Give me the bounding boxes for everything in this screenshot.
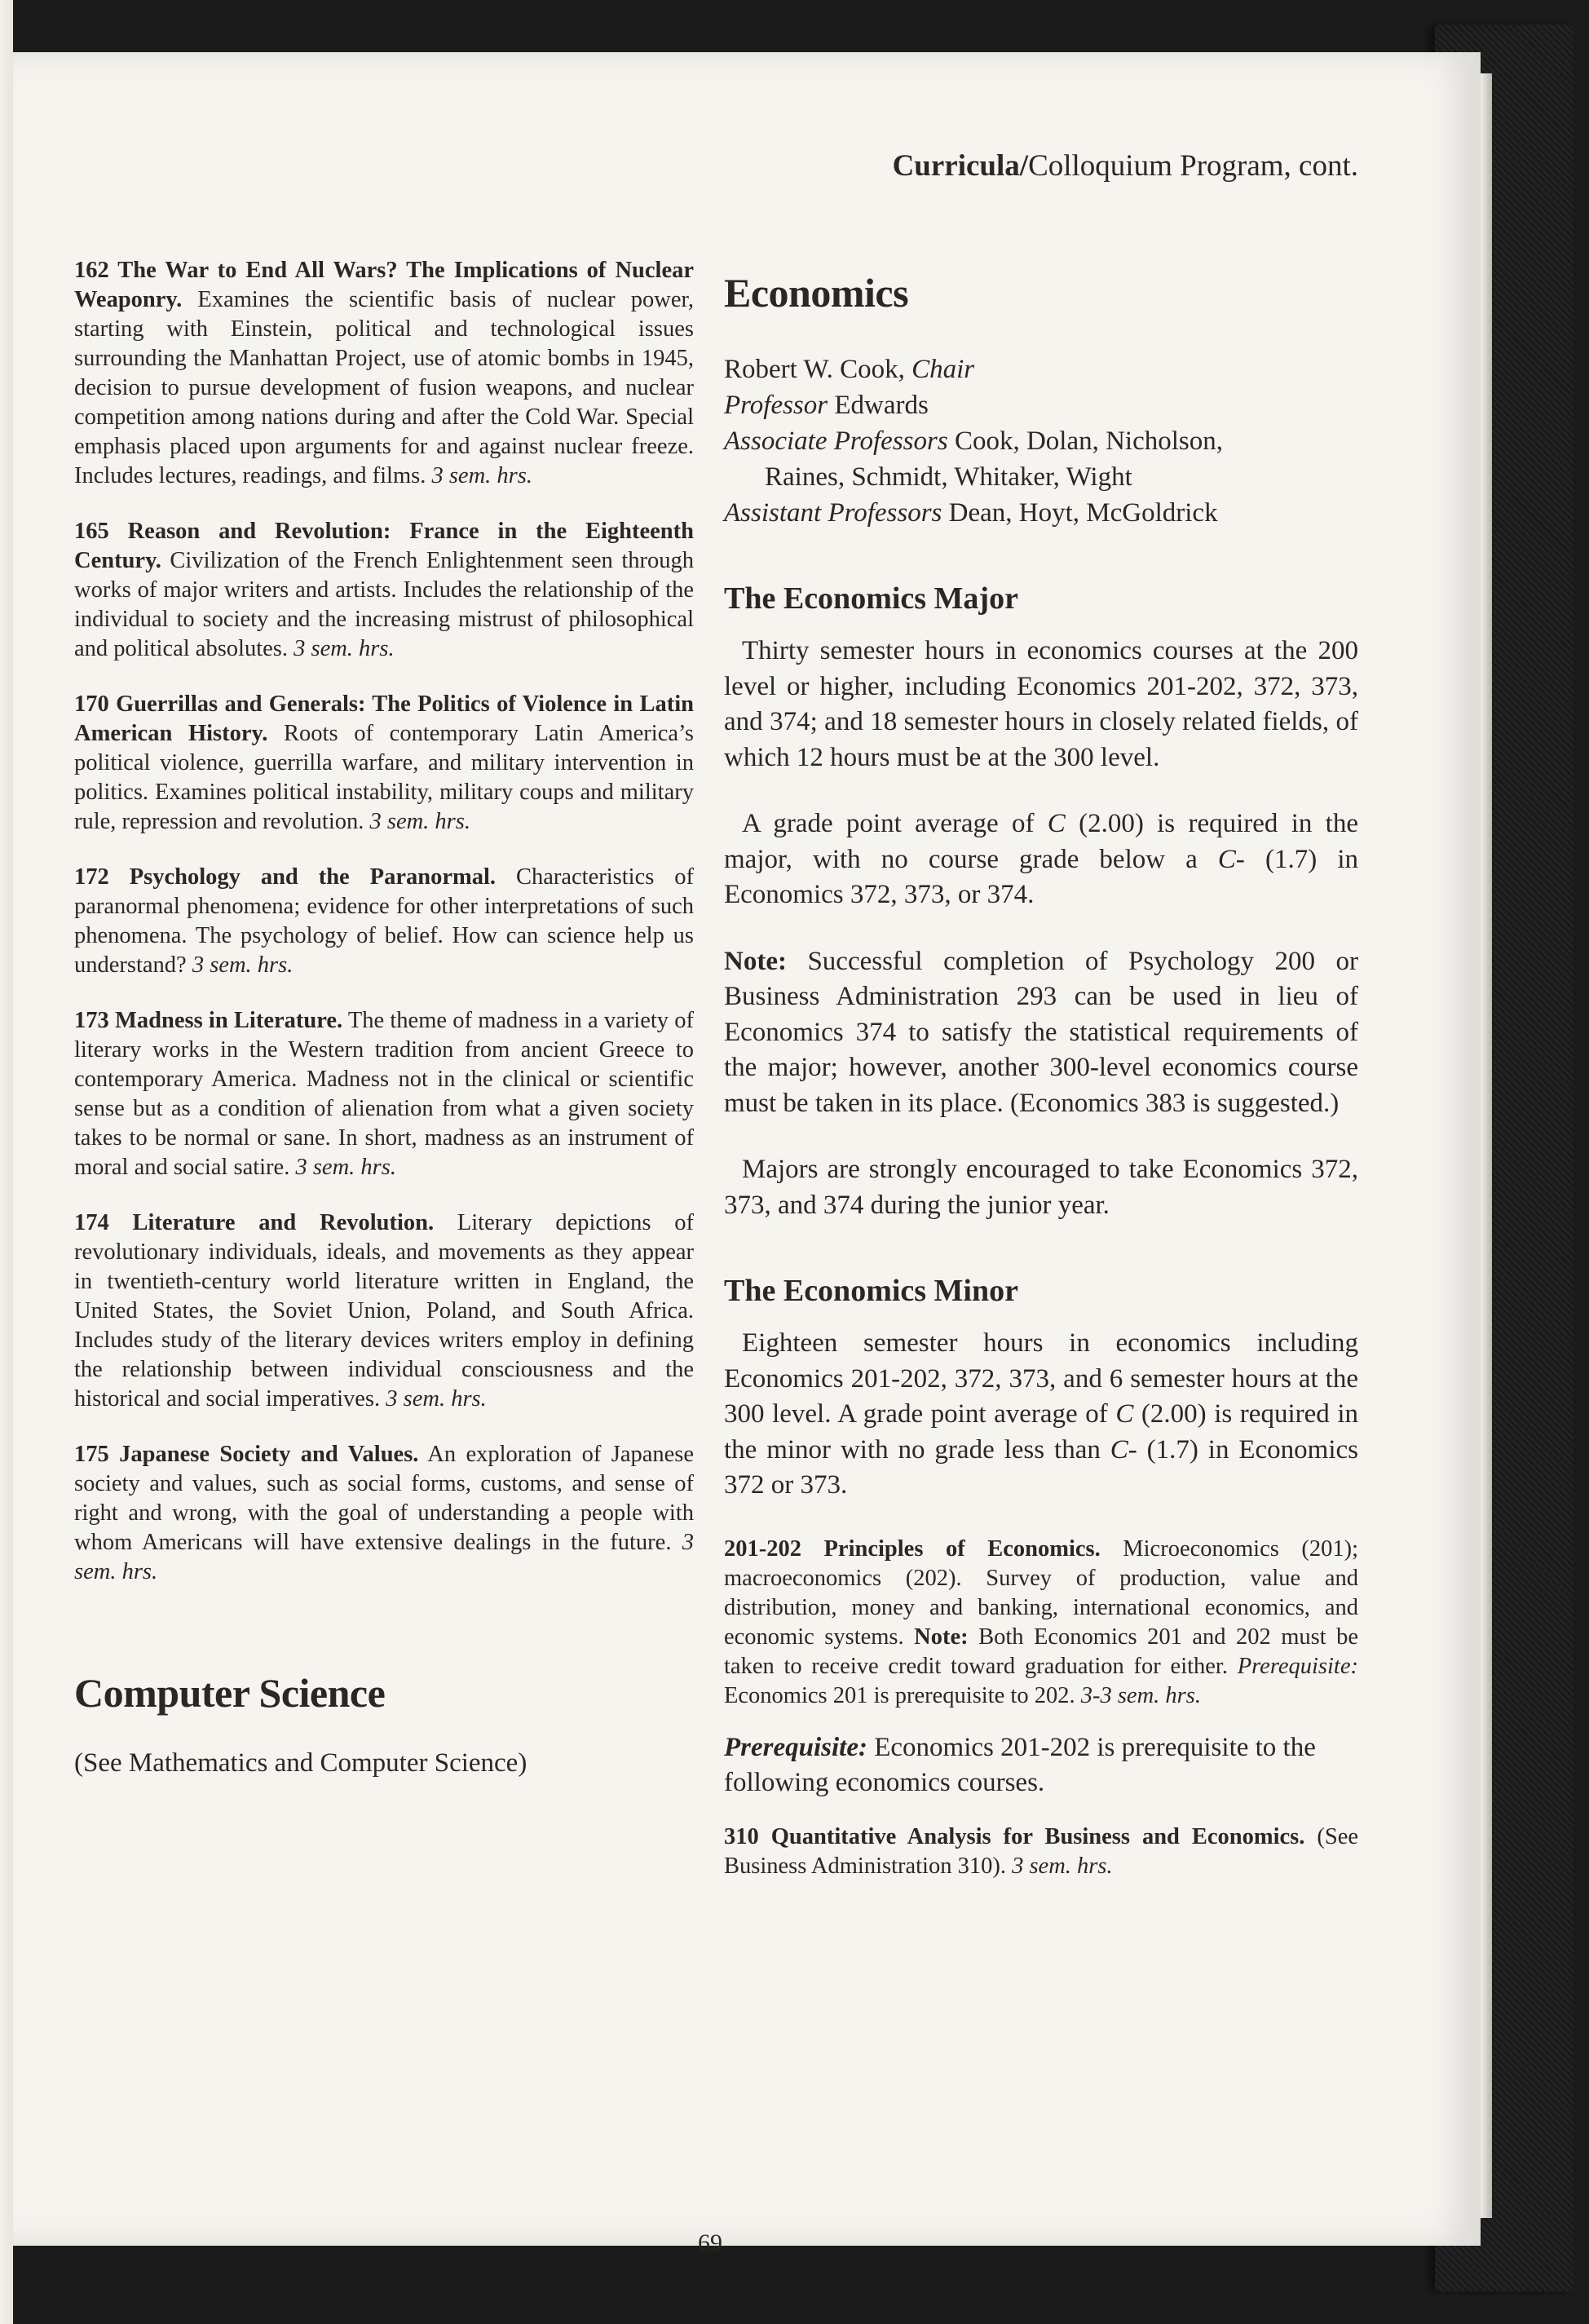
grade-letter: C — [1047, 809, 1066, 838]
catalog-page — [13, 52, 1481, 2256]
course-description: The theme of madness in a variety of literary works in the Western tradition from ancient Greece to contemporary America. Madness not in the clinical or scientific sense but as a condition of alienation from what a given society takes to be normal or sane. In short, madness as an instrument of moral and social satire. — [74, 1008, 694, 1180]
course-hours: 3 sem. hrs. — [295, 1155, 396, 1180]
prerequisite-text: Economics 201-202 is prerequisite to the following economics courses. — [724, 1732, 1316, 1797]
course-title: 162 The War to End All Wars? The Implications of Nuclear Weaponry. — [74, 258, 694, 312]
faculty-associates-cont: Raines, Schmidt, Whitaker, Wight — [765, 462, 1132, 492]
major-advice: Majors are strongly encouraged to take Economics 372, 373, and 374 during the junior year. — [724, 1155, 1358, 1220]
major-requirements: Thirty semester hours in economics courses at the 200 level or higher, including Economics 201-202, 372, 373, and 374; and 18 semester hours in closely related fields, of which 12 hours must be at the 300 level. — [724, 636, 1358, 772]
economics-minor-heading: The Economics Minor — [724, 1274, 1018, 1308]
course-description: An exploration of Japanese society and values, such as social forms, customs, and sense of right and wrong, with the goal of understanding a people with whom Americans will have extensive dealings in the future. — [74, 1442, 695, 1555]
right-column — [724, 268, 1358, 1901]
course-175 — [74, 1440, 694, 1587]
course-title: 310 Quantitative Analysis for Business and Economics. — [724, 1823, 1305, 1849]
computer-science-crossref: (See Mathematics and Computer Science) — [74, 1748, 527, 1778]
page-number: 69 — [698, 2229, 722, 2256]
note-label: Note: — [914, 1624, 969, 1650]
course-description: Roots of contemporary Latin America’s political violence, guerrilla warfare, and military intervention in politics. Examines political instability, military coups and military rule, repression and revolution. — [74, 721, 694, 834]
text-run: A grade point average of — [742, 809, 1048, 838]
professor-names: Edwards — [828, 391, 929, 420]
prerequisite-statement — [724, 1730, 1358, 1801]
running-head — [893, 148, 1358, 183]
course-165 — [74, 517, 694, 664]
course-170 — [74, 690, 694, 837]
grade-letter: C- — [1217, 844, 1245, 874]
economics-heading: Economics — [724, 270, 909, 316]
course-description: Microeconomics (201); macroeconomics (202). Survey of production, value and distribution, money and banking, international economics, and economic systems. — [724, 1535, 1358, 1650]
major-gpa — [724, 806, 1358, 913]
grade-letter: C — [1115, 1399, 1134, 1429]
prerequisite-label: Prerequisite: — [724, 1732, 867, 1762]
course-hours: 3 sem. hrs. — [431, 463, 532, 488]
course-310 — [724, 1823, 1358, 1881]
grade-letter: C- — [1110, 1434, 1137, 1465]
course-title: 174 Literature and Revolution. — [74, 1210, 435, 1235]
note-label: Note: — [724, 946, 787, 976]
associate-label: Associate Professors — [724, 426, 948, 456]
note-text: Successful completion of Psychology 200 or Business Administration 293 can be used in lieu of Economics 374 to satisfy the statistical requirements of the major; however, another 300-level economics course must be taken in its place. (Economics 383 is suggested.) — [724, 946, 1358, 1118]
course-description: Literary depictions of revolutionary individuals, ideals, and movements as they appear in twentieth-century world literature written in England, the United States, the Soviet Union, Poland, and South Africa. Includes study of the literary devices writers employ in defining the relationship between individual consciousness and the historical and social imperatives. — [74, 1210, 694, 1412]
course-description: (See Business Administration 310). — [724, 1823, 1358, 1879]
course-hours: 3 sem. hrs. — [192, 952, 294, 978]
course-hours: 3-3 sem. hrs. — [1080, 1682, 1201, 1708]
course-hours: 3 sem. hrs. — [386, 1386, 487, 1412]
course-hours: 3 sem. hrs. — [74, 1530, 694, 1584]
prerequisite-label: Prerequisite: — [1237, 1653, 1358, 1679]
course-title: 170 Guerrillas and Generals: The Politics of Violence in Latin American History. — [74, 691, 694, 746]
computer-science-heading: Computer Science — [74, 1670, 386, 1716]
professor-label: Professor — [724, 391, 828, 420]
text-run: (2.00) is required in the major, with no course grade below a — [724, 809, 1359, 874]
course-201-202 — [724, 1535, 1358, 1711]
text-run: (2.00) is required in the minor with no grade less than — [724, 1399, 1358, 1465]
course-title: 175 Japanese Society and Values. — [74, 1442, 419, 1467]
chair-name: Robert W. Cook, — [724, 355, 912, 384]
course-hours: 3 sem. hrs. — [294, 636, 395, 661]
assistant-names: Dean, Hoyt, McGoldrick — [942, 498, 1218, 528]
course-description: Both Economics 201 and 202 must be taken to receive credit toward graduation for either. — [724, 1624, 1359, 1679]
running-head-subsection: Colloquium Program, cont. — [1028, 149, 1358, 183]
faculty-assistants — [724, 495, 1358, 531]
course-description: Characteristics of paranormal phenomena; evidence for other interpretations of such phenomena. The psychology of belief. How can science help us understand? — [74, 864, 695, 978]
economics-major-heading: The Economics Major — [724, 581, 1018, 616]
faculty-chair — [724, 351, 1358, 387]
course-title: 173 Madness in Literature. — [74, 1008, 343, 1033]
left-column — [74, 256, 694, 1781]
course-description: Examines the scientific basis of nuclear power, starting with Einstein, political and technological issues surrounding the Manhattan Project, use of atomic bombs in 1945, decision to pursue development of fusion weapons, and nuclear competition among nations during and after the Cold War. Special emphasis placed upon arguments for and against nuclear freeze. Includes lectures, readings, and films. — [74, 287, 694, 488]
course-description: Civilization of the French Enlightenment seen through works of major writers and artists. Includes the relationship of the individual to society and the increasing mistrust of philosophical and political absolutes. — [74, 548, 694, 661]
text-run: (1.7) in Economics 372, 373, or 374. — [724, 844, 1358, 909]
course-title: 172 Psychology and the Paranormal. — [74, 864, 497, 890]
assistant-label: Assistant Professors — [724, 498, 942, 528]
associate-names: Cook, Dolan, Nicholson, — [947, 426, 1224, 456]
chair-label: Chair — [911, 355, 975, 384]
faculty-list — [724, 351, 1358, 531]
facing-page-edge — [0, 0, 13, 2324]
course-title: 165 Reason and Revolution: France in the Eighteenth Century. — [74, 519, 694, 573]
course-174 — [74, 1208, 694, 1414]
course-hours: 3 sem. hrs. — [369, 809, 470, 834]
course-162 — [74, 256, 694, 491]
text-run: Eighteen semester hours in economics including Economics 201-202, 372, 373, and 6 semester hours at the 300 level. A grade point average of — [724, 1328, 1358, 1429]
course-172 — [74, 863, 694, 980]
major-note — [724, 944, 1358, 1122]
faculty-professors — [724, 387, 1358, 423]
text-run: (1.7) in Economics 372 or 373. — [724, 1434, 1358, 1500]
running-head-section: Curricula/ — [892, 149, 1029, 183]
faculty-associates — [724, 423, 1358, 459]
course-title: 201-202 Principles of Economics. — [724, 1535, 1101, 1562]
minor-requirements — [724, 1326, 1358, 1504]
course-description: Economics 201 is prerequisite to 202. — [724, 1682, 1081, 1708]
course-hours: 3 sem. hrs. — [1012, 1853, 1113, 1879]
course-173 — [74, 1006, 694, 1182]
